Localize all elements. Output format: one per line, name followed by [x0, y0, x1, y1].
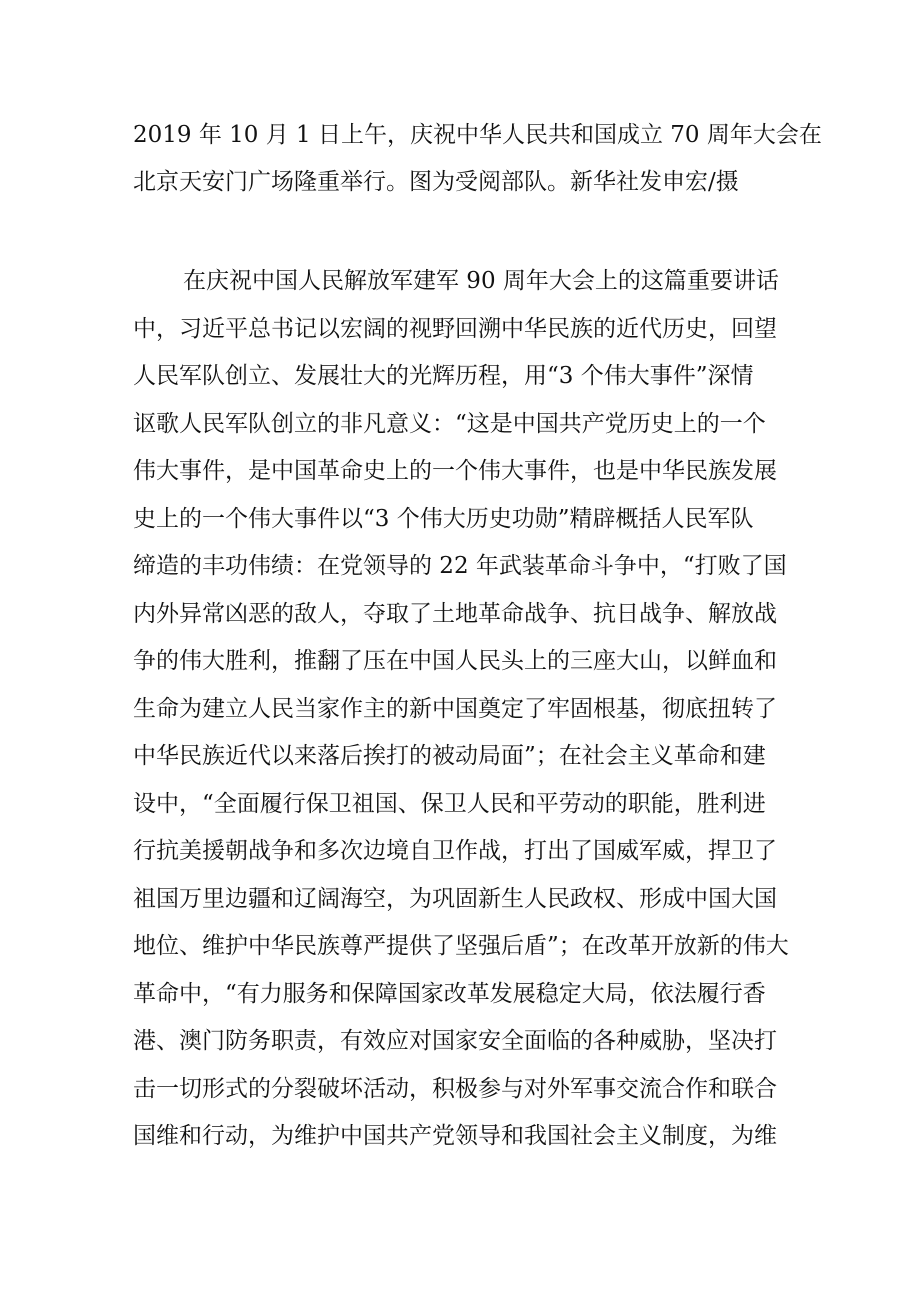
- paragraph-line: 国维和行动，为维护中国共产党领导和我国社会主义制度，为维: [133, 1123, 777, 1149]
- paragraph-line: 设中，“全面履行保卫祖国、保卫人民和平劳动的职能，胜利进: [133, 790, 766, 817]
- paragraph-line: 港、澳门防务职责，有效应对国家安全面临的各种威胁，坚决打: [133, 1028, 777, 1054]
- paragraph-line: 争的伟大胜利，推翻了压在中国人民头上的三座大山，以鲜血和: [133, 648, 777, 674]
- photo-caption: [133, 112, 822, 206]
- paragraph-line: 中华民族近代以来落后挨打的被动局面”；在社会主义革命和建: [133, 743, 766, 769]
- caption-line: 2019 年 10 月 1 日上午，庆祝中华人民共和国成立 70 周年大会在: [133, 122, 822, 148]
- paragraph-line: 革命中，“有力服务和保障国家改革发展稳定大局，依法履行香: [133, 980, 766, 1007]
- paragraph-line: 中，习近平总书记以宏阔的视野回溯中华民族的近代历史，回望: [133, 315, 777, 342]
- paragraph-line: 人民军队创立、发展壮大的光辉历程，用“3 个伟大事件”深情: [133, 363, 754, 389]
- article-paragraph: [133, 258, 793, 1161]
- paragraph-line: 祖国万里边疆和辽阔海空，为巩固新生人民政权、形成中国大国: [133, 885, 777, 912]
- paragraph-line: 在庆祝中国人民解放军建军 90 周年大会上的这篇重要讲话: [183, 268, 779, 294]
- caption-line: 北京天安门广场隆重举行。图为受阅部队。新华社发申宏/摄: [133, 169, 739, 195]
- paragraph-line: 缔造的丰功伟绩：在党领导的 22 年武装革命斗争中，“打败了国: [133, 553, 787, 579]
- paragraph-line: 地位、维护中华民族尊严提供了坚强后盾”；在改革开放新的伟大: [133, 933, 789, 959]
- paragraph-line: 伟大事件，是中国革命史上的一个伟大事件，也是中华民族发展: [133, 458, 777, 484]
- paragraph-line: 讴歌人民军队创立的非凡意义：“这是中国共产党历史上的一个: [133, 410, 766, 437]
- paragraph-line: 击一切形式的分裂破坏活动，积极参与对外军事交流合作和联合: [133, 1075, 777, 1102]
- paragraph-line: 生命为建立人民当家作主的新中国奠定了牢固根基，彻底扭转了: [133, 695, 777, 722]
- paragraph-line: 行抗美援朝战争和多次边境自卫作战，打出了国威军威，捍卫了: [133, 838, 777, 864]
- paragraph-line: 史上的一个伟大事件以“3 个伟大历史功勋”精辟概括人民军队: [133, 505, 754, 532]
- paragraph-line: 内外异常凶恶的敌人，夺取了土地革命战争、抗日战争、解放战: [133, 600, 777, 627]
